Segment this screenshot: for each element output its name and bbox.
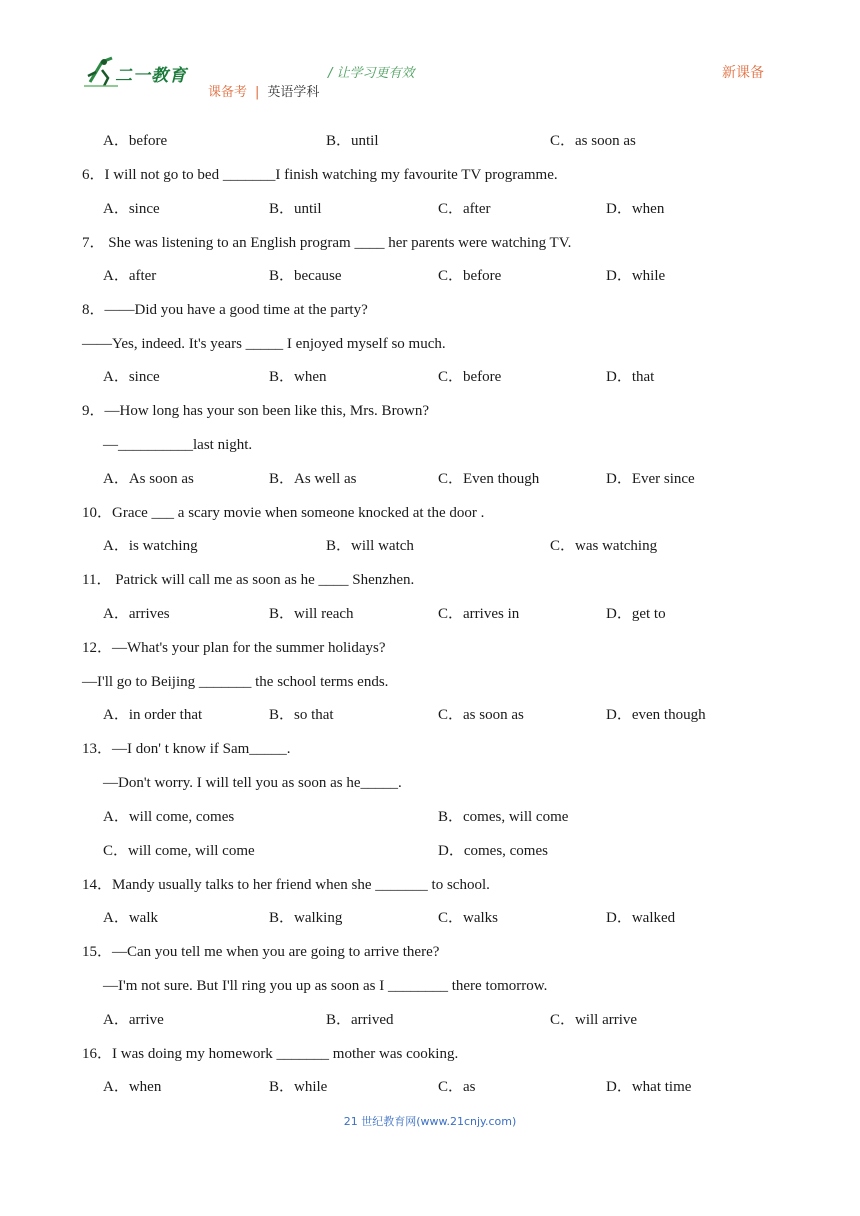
option-q6-c: C．after — [438, 201, 491, 217]
option-q9-b: B．As well as — [269, 471, 357, 487]
option-q7-b: B．because — [269, 268, 342, 284]
option-q5-b: B．until — [326, 133, 379, 149]
question-10-stem: 10．Grace ___ a scary movie when someone knocked at the door . — [82, 505, 485, 521]
option-q6-d: D．when — [606, 201, 665, 217]
option-q9-c: C．Even though — [438, 471, 540, 487]
option-q13-a: A．will come, comes — [103, 809, 235, 825]
page-footer[interactable]: 21 世纪教育网(www.21cnjy.com) — [343, 1115, 517, 1128]
question-14-stem: 14．Mandy usually talks to her friend when she _______ to school. — [82, 877, 490, 893]
option-q9-d: D．Ever since — [606, 471, 695, 487]
option-q12-b: B．so that — [269, 707, 334, 723]
option-q14-a: A．walk — [103, 910, 158, 926]
option-q16-d: D．what time — [606, 1079, 692, 1095]
question-7-stem: 7． She was listening to an English program ____ her parents were watching TV. — [82, 235, 572, 251]
header-tag-prep: 课备考 — [208, 85, 248, 100]
option-q8-d: D．that — [606, 369, 655, 385]
header-separator: | — [255, 85, 260, 100]
option-q11-b: B．will reach — [269, 606, 354, 622]
option-q15-c: C．will arrive — [550, 1012, 638, 1028]
question-11-stem: 11． Patrick will call me as soon as he ____ Shenzhen. — [82, 572, 415, 588]
question-15-reply: —I'm not sure. But I'll ring you up as soon as I ________ there tomorrow. — [103, 978, 548, 994]
option-q16-b: B．while — [269, 1079, 328, 1095]
question-12-stem: 12．—What's your plan for the summer holidays? — [82, 640, 386, 656]
option-q15-a: A．arrive — [103, 1012, 164, 1028]
page-header — [0, 0, 860, 110]
option-q12-d: D．even though — [606, 707, 706, 723]
question-12-reply: —I'll go to Beijing _______ the school terms ends. — [82, 674, 389, 690]
option-q6-a: A．since — [103, 201, 160, 217]
option-q8-a: A．since — [103, 369, 160, 385]
option-q16-c: C．as — [438, 1079, 476, 1095]
question-15-stem: 15．—Can you tell me when you are going to arrive there? — [82, 944, 440, 960]
option-q12-c: C．as soon as — [438, 707, 524, 723]
option-q13-b: B．comes, will come — [438, 809, 569, 825]
option-q7-d: D．while — [606, 268, 666, 284]
header-subject — [208, 81, 319, 100]
question-9-reply: —__________last night. — [103, 437, 253, 453]
option-q11-a: A．arrives — [103, 606, 170, 622]
question-13-reply: —Don't worry. I will tell you as soon as he_____. — [103, 775, 402, 791]
option-q13-c: C．will come, will come — [103, 843, 255, 859]
option-q11-d: D．get to — [606, 606, 666, 622]
option-q10-b: B．will watch — [326, 538, 414, 554]
option-q14-c: C．walks — [438, 910, 499, 926]
option-q11-c: C．arrives in — [438, 606, 520, 622]
question-8-reply: ——Yes, indeed. It's years _____ I enjoyed myself so much. — [82, 336, 446, 352]
option-q9-a: A．As soon as — [103, 471, 194, 487]
logo-text: 二一教育 — [115, 66, 187, 86]
option-q10-c: C．was watching — [550, 538, 658, 554]
question-13-stem: 13．—I don' t know if Sam_____. — [82, 741, 291, 757]
option-q8-c: C．before — [438, 369, 502, 385]
header-slogan: / 让学习更有效 — [328, 66, 415, 81]
option-q16-a: A．when — [103, 1079, 162, 1095]
question-8-stem: 8．——Did you have a good time at the party? — [82, 302, 368, 318]
option-q15-b: B．arrived — [326, 1012, 394, 1028]
question-16-stem: 16．I was doing my homework _______ mother was cooking. — [82, 1046, 459, 1062]
option-q6-b: B．until — [269, 201, 322, 217]
option-q7-a: A．after — [103, 268, 157, 284]
question-9-stem: 9．—How long has your son been like this, Mrs. Brown? — [82, 403, 430, 419]
question-6-stem: 6．I will not go to bed _______I finish watching my favourite TV programme. — [82, 167, 558, 183]
option-q14-d: D．walked — [606, 910, 676, 926]
option-q5-a: A．before — [103, 133, 168, 149]
header-new-tag: 新课备 — [722, 65, 764, 81]
option-q13-d: D．comes, comes — [438, 843, 548, 859]
option-q8-b: B．when — [269, 369, 327, 385]
header-tag-subject: 英语学科 — [267, 85, 320, 100]
option-q5-c: C．as soon as — [550, 133, 636, 149]
option-q14-b: B．walking — [269, 910, 343, 926]
option-q10-a: A．is watching — [103, 538, 198, 554]
option-q12-a: A．in order that — [103, 707, 203, 723]
option-q7-c: C．before — [438, 268, 502, 284]
